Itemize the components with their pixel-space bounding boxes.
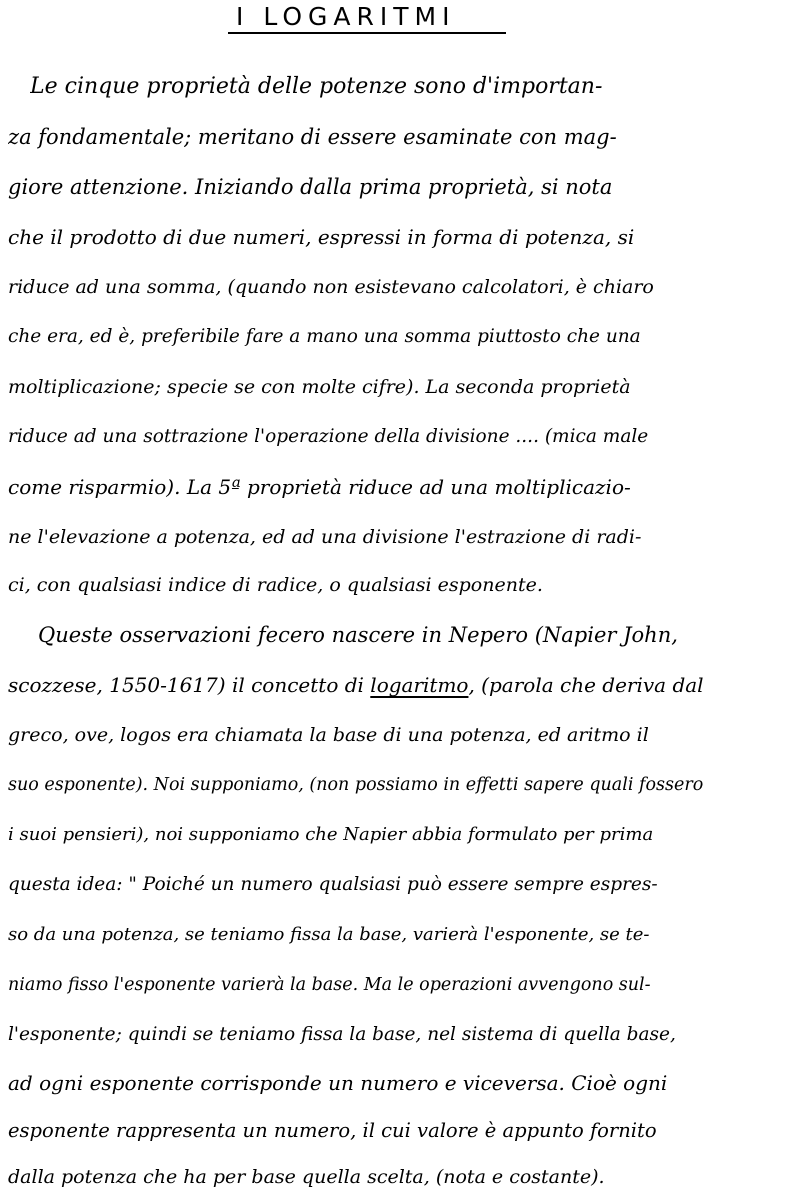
text-line: suo esponente). Noi supponiamo, (non possiamo in effetti sapere quali fossero — [8, 775, 704, 795]
text-line: giore attenzione. Iniziando dalla prima proprietà, si nota — [8, 175, 613, 199]
text-line: za fondamentale; meritano di essere esaminate con mag- — [8, 125, 617, 149]
text-line: ci, con qualsiasi indice di radice, o qualsiasi esponente. — [8, 574, 543, 596]
text-segment: scozzese, 1550-1617) il concetto di — [8, 673, 364, 697]
text-line: moltiplicazione; specie se con molte cifre). La seconda proprietà — [8, 376, 631, 398]
text-line: riduce ad una somma, (quando non esistevano calcolatori, è chiaro — [8, 276, 654, 298]
page-title: I LOGARITMI — [236, 2, 456, 31]
title-underline — [228, 32, 506, 34]
text-line: che il prodotto di due numeri, espressi in forma di potenza, si — [8, 225, 635, 249]
text-line: ne l'elevazione a potenza, ed ad una divisione l'estrazione di radi- — [8, 526, 642, 548]
text-line: l'esponente; quindi se teniamo fissa la base, nel sistema di quella base, — [8, 1024, 676, 1045]
text-line: questa idea: " Poiché un numero qualsiasi può essere sempre espres- — [8, 874, 658, 895]
text-line: i suoi pensieri), noi supponiamo che Napier abbia formulato per prima — [8, 824, 654, 845]
text-line: niamo fisso l'esponente varierà la base. Ma le operazioni avvengono sul- — [8, 975, 651, 995]
text-line: so da una potenza, se teniamo fissa la base, varierà l'esponente, se te- — [8, 924, 650, 945]
text-line: come risparmio). La 5ª proprietà riduce ad una moltiplicazio- — [8, 475, 631, 499]
text-line: greco, ove, logos era chiamata la base di una potenza, ed aritmo il — [8, 724, 649, 746]
text-line: Queste osservazioni fecero nascere in Nepero (Napier John, — [38, 623, 678, 647]
text-line: Le cinque proprietà delle potenze sono d'importan- — [30, 74, 603, 99]
keyword-logaritmo: logaritmo — [370, 673, 469, 697]
text-line: ad ogni esponente corrisponde un numero e viceversa. Cioè ogni — [8, 1071, 668, 1095]
text-line — [8, 670, 778, 700]
text-line: che era, ed è, preferibile fare a mano una somma piuttosto che una — [8, 326, 641, 347]
text-line: riduce ad una sottrazione l'operazione della divisione .... (mica male — [8, 426, 649, 447]
text-segment: , (parola che deriva dal — [468, 673, 704, 697]
text-line: dalla potenza che ha per base quella scelta, (nota e costante). — [8, 1166, 605, 1188]
text-line: esponente rappresenta un numero, il cui valore è appunto fornito — [8, 1119, 657, 1142]
